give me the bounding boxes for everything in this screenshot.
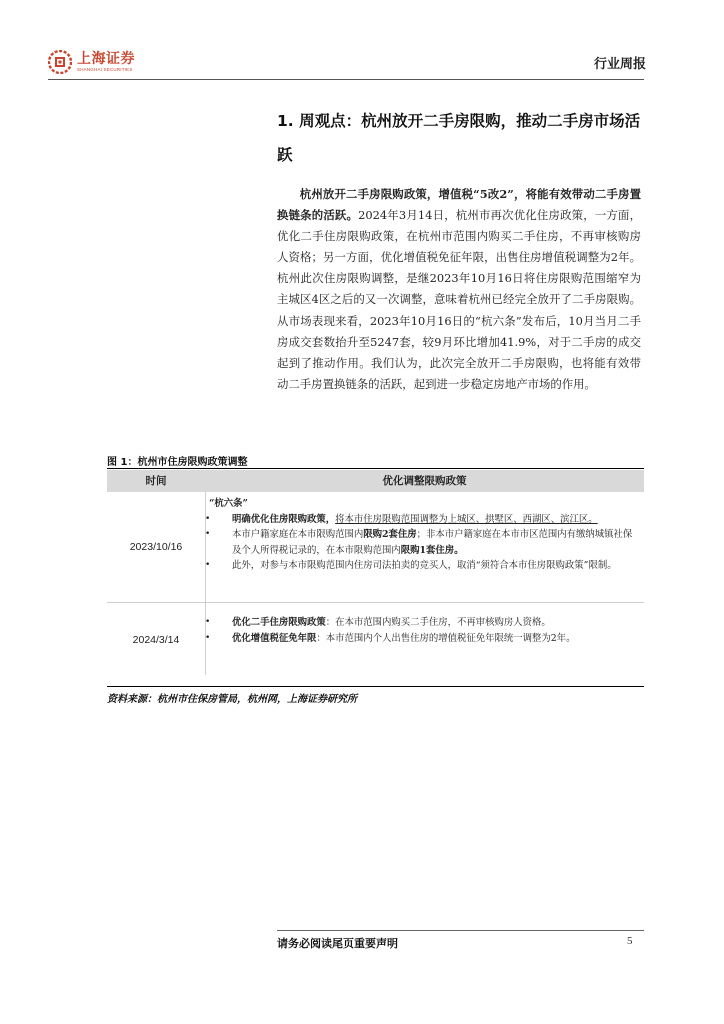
- table-top-rule: [107, 468, 644, 469]
- body-paragraph: [277, 184, 641, 395]
- disclaimer-note: 请务必阅读尾页重要声明: [277, 937, 398, 950]
- company-logo: [48, 50, 135, 74]
- page-number: 5: [627, 935, 633, 947]
- policy-title: “杭六条”: [209, 498, 248, 509]
- logo-chinese-name: 上海证券: [77, 51, 135, 67]
- bullet-icon: •: [205, 513, 211, 524]
- logo-english-name: SHANGHAI SECURITIES: [77, 67, 133, 72]
- body-bold-lead: 杭州放开二手房限购政策，增值税“5改2”，将能有效带动二手房置换链条的活跃。: [277, 187, 641, 223]
- row-divider: [107, 602, 644, 603]
- report-type-label: 行业周报: [593, 57, 646, 72]
- list-item: • 此外，对参与本市限购范围内住房司法拍卖的竞买人，取消“须符合本市住房限购政策”限制。: [205, 558, 635, 574]
- list-item: • 优化二手住房限购政策：在本市范围内购买二手住房，不再审核购房人资格。: [205, 615, 635, 631]
- table-row-date: 2023/10/16: [129, 541, 183, 553]
- list-item: • 明确优化住房限购政策，将本市住房限购范围调整为上城区、拱墅区、西湖区、滨江区。: [205, 512, 635, 528]
- table-bottom-rule: [107, 686, 644, 687]
- bullet-icon: •: [205, 632, 211, 643]
- list-item: • 优化增值税征免年限：本市范围内个人出售住房的增值税征免年限统一调整为2年。: [205, 631, 635, 647]
- figure-source: 资料来源：杭州市住保房管局，杭州网，上海证券研究所: [107, 694, 357, 705]
- table-header: [107, 470, 644, 492]
- body-text: 2024年3月14日，杭州市再次优化住房政策，一方面，优化二手住房限购政策，在杭州市范围内购买二手住房，不再审核购房人资格；另一方面，优化增值税免征年限，出售住房增值税调整为2年。杭州此次住房限购调整，是继2023年10月16日将住房限购范围缩窄为主城区4区之后的又一次调整，意味着杭州已经完全放开了二手房限购。从市场表现来看，2023年10月16日的“杭六条”发布后，10月当月二手房成交套数抬升至5247套，较9月环比增加41.9%，对于二手房的成交起到了推动作用。我们认为，此次完全放开二手房限购，也将能有效带动二手房置换链条的活跃，起到进一步稳定房地产市场的作用。: [277, 208, 641, 391]
- table-header-time: 时间: [145, 475, 167, 487]
- footer-divider: [277, 930, 644, 931]
- page-header: [0, 0, 724, 82]
- figure-caption: 图 1：杭州市住房限购政策调整: [107, 457, 248, 468]
- bullet-icon: •: [205, 617, 211, 627]
- list-item: • 本市户籍家庭在本市限购范围内限购2套住房；非本市户籍家庭在本市市区范围内有缴纳城镇社保及个人所得税记录的，在本市限购范围内限购1套住房。: [205, 527, 635, 558]
- table-row-date: 2024/3/14: [132, 634, 180, 646]
- header-divider: [48, 79, 644, 80]
- bullet-icon: •: [205, 529, 211, 539]
- section-title: 1. 周观点：杭州放开二手房限购，推动二手房市场活跃: [277, 112, 641, 164]
- bullet-icon: •: [205, 560, 211, 570]
- table-header-policy: 优化调整限购政策: [382, 475, 467, 487]
- shanghai-securities-logo-icon: [48, 50, 72, 74]
- table-row-policy: [205, 615, 635, 646]
- table-row-policy: [205, 496, 635, 574]
